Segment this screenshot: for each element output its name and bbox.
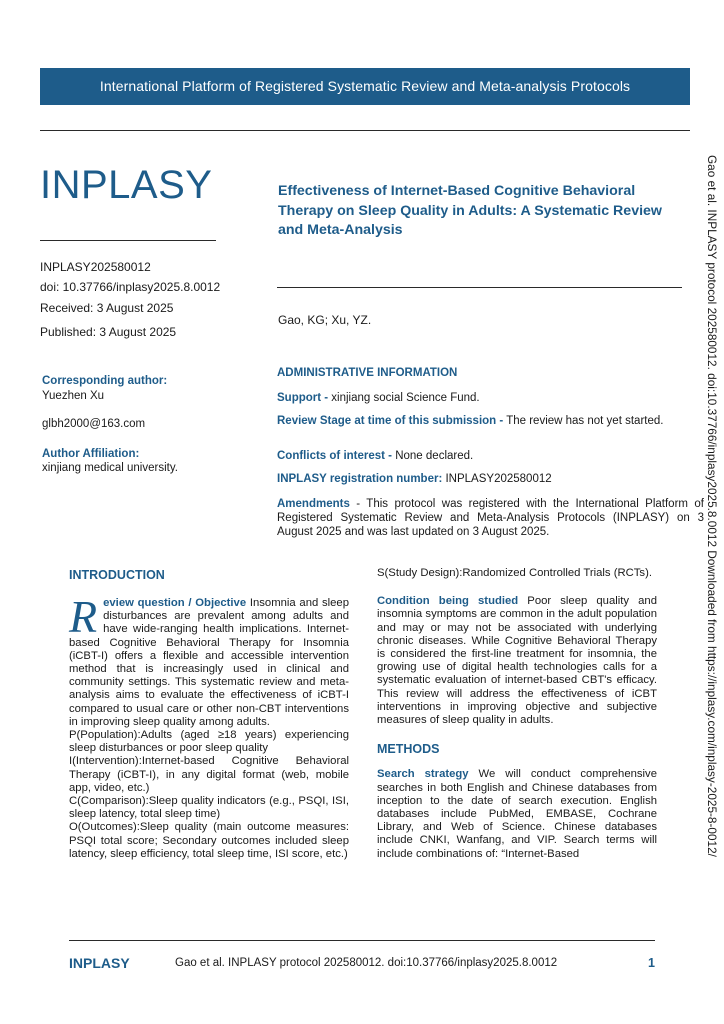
introduction-heading: INTRODUCTION — [69, 568, 165, 582]
received-date: Received: 3 August 2025 — [40, 301, 174, 315]
article-title: Effectiveness of Internet-Based Cognitive Behavioral Therapy on Sleep Quality in Adults: A Systematic Review and Meta-Analysis — [278, 183, 662, 238]
pico-outcomes: O(Outcomes):Sleep quality (main outcome measures: PSQI total score; Secondary outcomes included sleep latency, sleep efficiency, total sleep time, ISI score, etc.) — [69, 821, 349, 860]
vertical-citation — [705, 155, 721, 885]
introduction-body — [69, 591, 349, 861]
registration-number-value: INPLASY202580012 — [442, 473, 552, 485]
affiliation-label: Author Affiliation: — [42, 448, 140, 460]
amendments — [277, 497, 704, 539]
support-label: Support - — [277, 392, 329, 404]
admin-heading: ADMINISTRATIVE INFORMATION — [277, 367, 458, 379]
pico-population: P(Population):Adults (aged ≥18 years) experiencing sleep disturbances or poor sleep quality — [69, 729, 349, 755]
condition-label: Condition being studied — [377, 595, 519, 608]
corresponding-author-email[interactable]: glbh2000@163.com — [42, 418, 146, 430]
support-line — [277, 391, 704, 405]
pico-intervention: I(Intervention):Internet-based Cognitive Behavioral Therapy (iCBT-I), in any digital format (web, mobile app, video, etc.) — [69, 755, 349, 794]
conflicts-line — [277, 449, 704, 463]
review-question-label: eview question / Objective — [103, 597, 247, 609]
review-question-text: Insomnia and sleep disturbances are prevalent among adults and have wide-ranging health implications. Internet-based Cognitive Behavioral Therapy for Insomnia (iCBT-I) offers a flexible and accessible intervention method that is increasingly used in clinical and community settings. This systematic review and meta-analysis aims to evaluate the effectiveness of iCBT-I compared to usual care or other non-CBT interventions in improving sleep quality among adults. — [69, 597, 349, 728]
condition-text: Poor sleep quality and insomnia symptoms are common in the adult population and may or may not be associated with underlying chronic diseases. While Cognitive Behavioral Therapy is considered the first-line treatment for insomnia, the growing use of digital health technologies calls for a systematic evaluation of internet-based CBT's efficacy. This review will address the effectiveness of iCBT interventions in improving objective and subjective measures of sleep quality in adults. — [377, 595, 657, 727]
right-column — [377, 567, 657, 861]
methods-heading: METHODS — [377, 742, 440, 757]
footer-brand: INPLASY — [69, 955, 130, 971]
top-rule — [40, 130, 690, 131]
conflicts-label: Conflicts of interest - — [277, 450, 393, 462]
review-stage-label: Review Stage at time of this submission - — [277, 415, 504, 427]
header-banner: International Platform of Registered Systematic Review and Meta-analysis Protocols — [40, 68, 690, 105]
corresponding-author-name: Yuezhen Xu — [42, 390, 105, 402]
review-question-paragraph — [69, 591, 349, 729]
title-rule — [277, 287, 682, 288]
registration-id: INPLASY202580012 — [40, 260, 151, 274]
doi: doi: 10.37766/inplasy2025.8.0012 — [40, 280, 221, 294]
review-stage-value: The review has not yet started. — [503, 415, 664, 427]
search-strategy-label: Search strategy — [377, 768, 469, 781]
conflicts-value: None declared. — [392, 450, 474, 462]
footer-citation: Gao et al. INPLASY protocol 202580012. doi:10.37766/inplasy2025.8.0012 — [175, 957, 558, 969]
authors: Gao, KG; Xu, YZ. — [278, 313, 372, 327]
study-design: S(Study Design):Randomized Controlled Trials (RCTs). — [377, 567, 652, 579]
corresponding-author-label: Corresponding author: — [42, 375, 168, 387]
amendments-value: - This protocol was registered with the International Platform of Registered Systematic Review and Meta-Analysis Protocols (INPLASY) on 3 August 2025 and was last updated on 3 August 2025. — [277, 498, 704, 538]
footer-rule — [69, 940, 655, 941]
pico-comparison: C(Comparison):Sleep quality indicators (e.g., PSQI, ISI, sleep latency, total sleep time) — [69, 795, 349, 821]
search-strategy-text: We will conduct comprehensive searches in both English and Chinese databases from inception to the date of search execution. English databases include PubMed, EMBASE, Cochrane Library, and Web of Science. Chinese databases include CNKI, Wanfang, and VIP. Search terms will include combinations of: “Internet-Based — [377, 768, 657, 860]
registration-number-line — [277, 472, 704, 486]
search-strategy-paragraph — [377, 768, 657, 860]
published-date: Published: 3 August 2025 — [40, 325, 177, 339]
affiliation-value: xinjiang medical university. — [42, 462, 178, 474]
review-stage — [277, 414, 704, 428]
registration-number-label: INPLASY registration number: — [277, 473, 443, 485]
amendments-label: Amendments — [277, 498, 350, 510]
drop-cap: R — [69, 591, 98, 642]
page-number: 1 — [648, 956, 655, 970]
support-value: xinjiang social Science Fund. — [328, 392, 480, 404]
brand-rule — [40, 240, 216, 241]
vertical-citation-text[interactable]: Gao et al. INPLASY protocol 202580012. doi:10.37766/inplasy2025.8.0012 Downloaded from https://inplasy.com/inplasy-2025-8-0012/ — [705, 155, 719, 857]
inplasy-logo-text: INPLASY — [40, 163, 213, 207]
condition-paragraph — [377, 595, 657, 727]
